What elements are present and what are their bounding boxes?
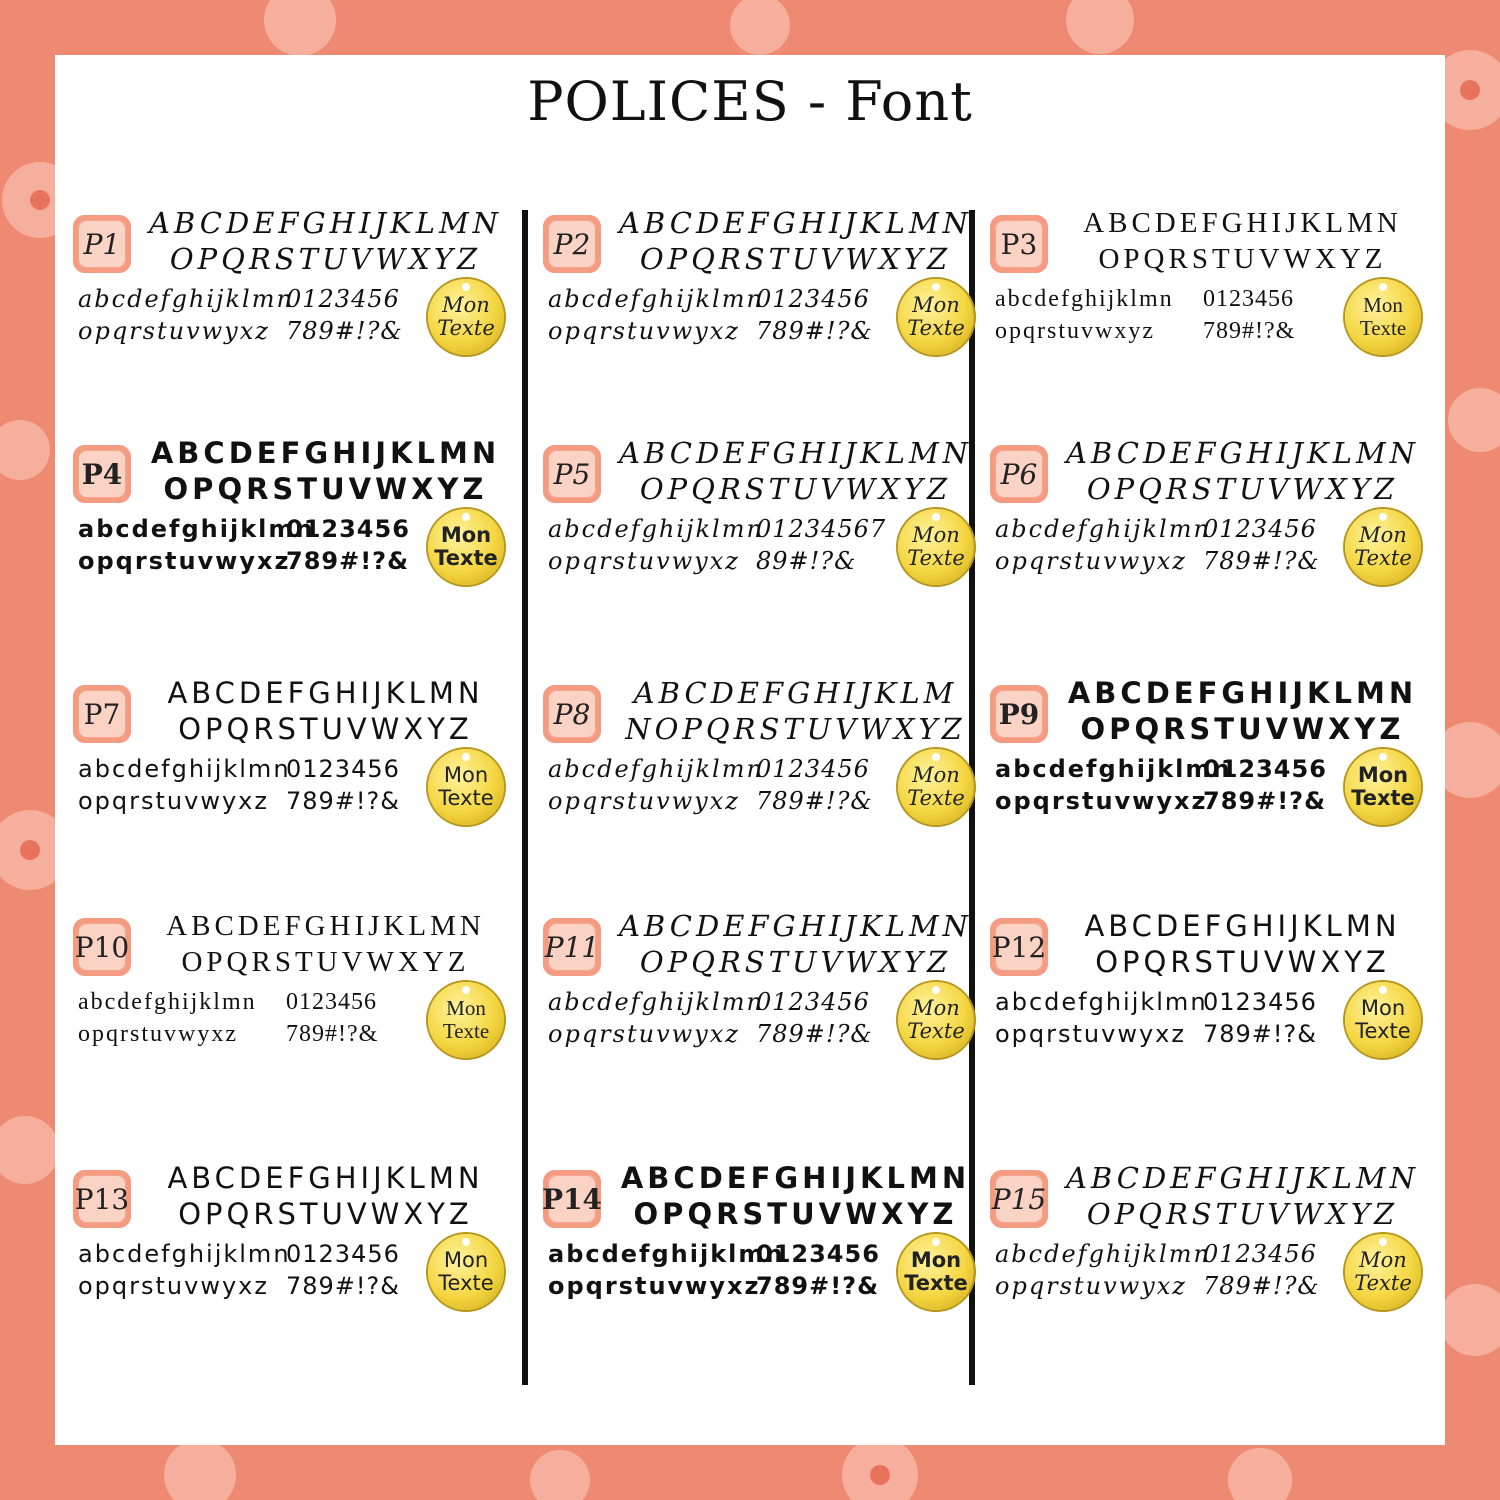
coin-text: Mon (442, 293, 490, 317)
lowercase-line: opqrstuvwyxz (78, 547, 291, 575)
uppercase-line: OPQRSTUVWXYZ (1080, 712, 1405, 746)
uppercase-line: OPQRSTUVWXYZ (181, 946, 470, 978)
lowercase-sample (548, 753, 764, 817)
coin-text: Texte (442, 1019, 490, 1043)
font-option-p11 (528, 898, 978, 1128)
gold-coin-preview (1345, 1234, 1421, 1310)
coin-text: Mon (910, 1248, 962, 1272)
lowercase-line: abcdefghijklmn (78, 989, 257, 1015)
digits-sample (286, 986, 378, 1050)
font-label: P7 (79, 691, 125, 737)
digits-line: 0123456 (1203, 1240, 1317, 1268)
font-label: P6 (996, 451, 1042, 497)
digits-line: 0123456 (1203, 755, 1327, 783)
uppercase-line: ABCDEFGHIJKLMN (620, 1161, 971, 1195)
coin-text: Mon (912, 523, 960, 547)
lowercase-line: abcdefghijklmn (548, 1240, 785, 1268)
lowercase-line: opqrstuvwyxz (548, 317, 740, 345)
font-label: P14 (549, 1176, 595, 1222)
coin-text: Texte (904, 1271, 968, 1295)
lowercase-line: abcdefghijklmn (548, 988, 764, 1016)
digits-line: 789#!?& (286, 787, 400, 815)
digits-sample (1203, 513, 1320, 577)
gold-coin-preview (1345, 982, 1421, 1058)
font-label: P13 (79, 1176, 125, 1222)
uppercase-line: OPQRSTUVWXYZ (1095, 945, 1390, 979)
lowercase-sample (78, 753, 291, 817)
digits-line: 789#!?& (286, 1272, 400, 1300)
coin-text: Texte (907, 1019, 965, 1043)
lowercase-line: opqrstuvwyxz (995, 1272, 1187, 1300)
lowercase-line: opqrstuvwyxz (995, 547, 1187, 575)
digits-sample (286, 283, 403, 347)
digits-line: 789#!?& (756, 1272, 880, 1300)
digits-sample (286, 753, 400, 817)
font-label-badge (543, 1170, 601, 1228)
coin-text: Mon (1363, 293, 1403, 317)
font-option-p7 (58, 665, 508, 895)
uppercase-line: OPQRSTUVWXYZ (633, 1197, 958, 1231)
coin-text: Mon (1359, 523, 1407, 547)
uppercase-line: ABCDEFGHIJKLM (633, 676, 958, 710)
gold-coin-preview (1345, 279, 1421, 355)
uppercase-line: OPQRSTUVWXYZ (1098, 243, 1387, 275)
lowercase-line: opqrstuvwyxz (995, 1020, 1186, 1048)
uppercase-sample (1060, 435, 1425, 507)
digits-sample (756, 1238, 880, 1302)
coin-text: Mon (1359, 1248, 1407, 1272)
uppercase-sample (613, 908, 978, 980)
uppercase-sample (143, 205, 508, 277)
lowercase-line: abcdefghijklmn (995, 988, 1208, 1016)
font-label: P2 (549, 221, 595, 267)
digits-sample (756, 986, 873, 1050)
lowercase-line: abcdefghijklmn (995, 755, 1232, 783)
coin-text: Texte (1359, 316, 1407, 340)
coin-text: Texte (1354, 1271, 1412, 1295)
uppercase-line: ABCDEFGHIJKLMN (167, 676, 484, 710)
uppercase-sample (613, 1160, 978, 1232)
gold-coin-preview (428, 982, 504, 1058)
digits-line: 0123456 (286, 1240, 400, 1268)
font-label: P3 (996, 221, 1042, 267)
digits-line: 01234567 (756, 515, 887, 543)
lowercase-sample (548, 1238, 785, 1302)
digits-sample (1203, 1238, 1320, 1302)
digits-line: 789#!?& (286, 547, 410, 575)
digits-line: 789#!?& (286, 1021, 379, 1047)
digits-line: 0123456 (286, 755, 400, 783)
lowercase-sample (78, 283, 294, 347)
coin-text: Texte (1354, 546, 1412, 570)
uppercase-line: OPQRSTUVWXYZ (639, 945, 952, 979)
lowercase-sample (995, 513, 1211, 577)
digits-line: 789#!?& (756, 1020, 873, 1048)
font-option-p3 (975, 195, 1425, 425)
font-label-badge (73, 918, 131, 976)
digits-line: 0123456 (286, 989, 377, 1015)
digits-line: 789#!?& (756, 317, 873, 345)
digits-sample (1203, 283, 1295, 347)
lowercase-line: abcdefghijklmn (78, 755, 291, 783)
coin-text: Texte (438, 786, 494, 810)
coin-text: Mon (1357, 763, 1409, 787)
font-label: P9 (996, 691, 1042, 737)
uppercase-line: ABCDEFGHIJKLMN (166, 910, 485, 942)
digits-sample (756, 283, 873, 347)
lowercase-line: opqrstuvwyxz (78, 1021, 238, 1047)
font-label-badge (990, 918, 1048, 976)
uppercase-sample (613, 435, 978, 507)
uppercase-line: OPQRSTUVWXYZ (178, 712, 473, 746)
lowercase-line: abcdefghijklmn (548, 755, 764, 783)
digits-sample (286, 1238, 400, 1302)
font-label: P8 (549, 691, 595, 737)
lowercase-line: opqrstuvwyxz (995, 787, 1208, 815)
uppercase-line: NOPQRSTUVWXYZ (625, 712, 966, 746)
lowercase-line: abcdefghijklmn (78, 1240, 291, 1268)
uppercase-line: ABCDEFGHIJKLMN (148, 206, 503, 240)
coin-text: Texte (907, 316, 965, 340)
font-label: P1 (79, 221, 125, 267)
font-label: P4 (79, 451, 125, 497)
coin-text: Mon (912, 763, 960, 787)
uppercase-sample (143, 1160, 508, 1232)
lowercase-sample (995, 283, 1174, 347)
coin-text: Texte (437, 316, 495, 340)
lowercase-line: opqrstuvwxyz (995, 318, 1155, 344)
gold-coin-preview (898, 982, 974, 1058)
lowercase-line: abcdefghijklmn (995, 1240, 1211, 1268)
lowercase-line: abcdefghijklmn (995, 286, 1174, 312)
digits-line: 789#!?& (1203, 787, 1327, 815)
page-title: POLICES - Font (527, 70, 973, 133)
uppercase-line: OPQRSTUVWXYZ (639, 242, 952, 276)
lowercase-line: abcdefghijklmn (78, 515, 315, 543)
digits-line: 0123456 (756, 755, 870, 783)
font-label: P15 (996, 1176, 1042, 1222)
coin-text: Texte (438, 1271, 494, 1295)
uppercase-sample (143, 435, 508, 507)
lowercase-line: opqrstuvwyxz (548, 1272, 761, 1300)
font-option-p12 (975, 898, 1425, 1128)
digits-line: 789#!?& (1203, 1272, 1320, 1300)
font-option-p4 (58, 425, 508, 655)
font-label-badge (73, 215, 131, 273)
coin-text: Mon (912, 996, 960, 1020)
uppercase-sample (613, 675, 978, 747)
lowercase-sample (78, 986, 257, 1050)
font-label-badge (543, 685, 601, 743)
digits-line: 789#!?& (756, 787, 873, 815)
coin-text: Mon (440, 523, 492, 547)
uppercase-sample (613, 205, 978, 277)
uppercase-sample (1060, 205, 1425, 277)
uppercase-sample (1060, 1160, 1425, 1232)
coin-text: Texte (1351, 786, 1415, 810)
uppercase-line: ABCDEFGHIJKLMN (167, 1161, 484, 1195)
lowercase-line: opqrstuvwyxz (548, 787, 740, 815)
lowercase-sample (548, 283, 764, 347)
uppercase-line: ABCDEFGHIJKLMN (1065, 436, 1420, 470)
lowercase-line: opqrstuvwyxz (78, 1272, 269, 1300)
font-label-badge (543, 918, 601, 976)
digits-line: 789#!?& (1203, 547, 1320, 575)
digits-line: 789#!?& (1203, 1020, 1317, 1048)
uppercase-line: OPQRSTUVWXYZ (163, 472, 488, 506)
font-option-p2 (528, 195, 978, 425)
gold-coin-preview (1345, 749, 1421, 825)
digits-sample (756, 513, 886, 577)
lowercase-sample (995, 753, 1232, 817)
font-label-badge (73, 445, 131, 503)
uppercase-line: ABCDEFGHIJKLMN (1083, 207, 1402, 239)
uppercase-sample (1060, 675, 1425, 747)
coin-text: Mon (1360, 996, 1406, 1020)
uppercase-line: ABCDEFGHIJKLMN (618, 436, 973, 470)
gold-coin-preview (428, 279, 504, 355)
font-label-badge (543, 215, 601, 273)
uppercase-line: ABCDEFGHIJKLMN (1065, 1161, 1420, 1195)
digits-line: 789#!?& (1203, 318, 1296, 344)
lowercase-sample (995, 986, 1208, 1050)
lowercase-sample (548, 513, 764, 577)
digits-line: 0123456 (1203, 515, 1317, 543)
coin-text: Texte (1355, 1019, 1411, 1043)
lowercase-line: opqrstuvwyxz (548, 1020, 740, 1048)
uppercase-line: ABCDEFGHIJKLMN (618, 206, 973, 240)
uppercase-sample (143, 675, 508, 747)
lowercase-sample (78, 1238, 291, 1302)
digits-sample (1203, 753, 1327, 817)
uppercase-line: ABCDEFGHIJKLMN (150, 436, 501, 470)
uppercase-sample (143, 908, 508, 980)
font-label-badge (990, 1170, 1048, 1228)
digits-line: 0123456 (756, 988, 870, 1016)
gold-coin-preview (898, 1234, 974, 1310)
gold-coin-preview (898, 749, 974, 825)
gold-coin-preview (898, 509, 974, 585)
lowercase-line: opqrstuvwyxz (78, 787, 269, 815)
uppercase-line: OPQRSTUVWXYZ (639, 472, 952, 506)
lowercase-sample (78, 513, 315, 577)
lowercase-sample (548, 986, 764, 1050)
digits-sample (756, 753, 873, 817)
font-label-badge (543, 445, 601, 503)
font-label: P12 (996, 924, 1042, 970)
uppercase-line: ABCDEFGHIJKLMN (1067, 676, 1418, 710)
font-label-badge (73, 1170, 131, 1228)
digits-line: 0123456 (1203, 286, 1294, 312)
coin-text: Mon (443, 1248, 489, 1272)
font-option-p10 (58, 898, 508, 1128)
uppercase-line: OPQRSTUVWXYZ (169, 242, 482, 276)
font-option-p8 (528, 665, 978, 895)
font-label: P5 (549, 451, 595, 497)
uppercase-line: OPQRSTUVWXYZ (1086, 1197, 1399, 1231)
digits-line: 0123456 (1203, 988, 1317, 1016)
coin-text: Mon (912, 293, 960, 317)
font-label: P11 (549, 924, 595, 970)
lowercase-line: opqrstuvwyxz (78, 317, 270, 345)
digits-line: 0123456 (756, 285, 870, 313)
digits-line: 0123456 (286, 515, 410, 543)
font-option-p1 (58, 195, 508, 425)
font-label-badge (990, 215, 1048, 273)
digits-sample (286, 513, 410, 577)
gold-coin-preview (898, 279, 974, 355)
font-option-p9 (975, 665, 1425, 895)
coin-text: Mon (446, 996, 486, 1020)
coin-text: Texte (434, 546, 498, 570)
digits-line: 0123456 (286, 285, 400, 313)
lowercase-line: abcdefghijklmn (995, 515, 1211, 543)
font-label-badge (73, 685, 131, 743)
font-option-p13 (58, 1150, 508, 1380)
font-label-badge (990, 445, 1048, 503)
font-label: P10 (79, 924, 125, 970)
lowercase-line: abcdefghijklmn (78, 285, 294, 313)
gold-coin-preview (428, 749, 504, 825)
coin-text: Texte (907, 786, 965, 810)
lowercase-line: opqrstuvwyxz (548, 547, 740, 575)
gold-coin-preview (428, 509, 504, 585)
digits-sample (1203, 986, 1317, 1050)
lowercase-line: abcdefghijklmn (548, 515, 764, 543)
gold-coin-preview (428, 1234, 504, 1310)
digits-line: 0123456 (756, 1240, 880, 1268)
lowercase-line: abcdefghijklmn (548, 285, 764, 313)
lowercase-sample (995, 1238, 1211, 1302)
uppercase-sample (1060, 908, 1425, 980)
uppercase-line: OPQRSTUVWXYZ (178, 1197, 473, 1231)
font-option-p5 (528, 425, 978, 655)
coin-text: Mon (443, 763, 489, 787)
digits-line: 789#!?& (286, 317, 403, 345)
font-option-p6 (975, 425, 1425, 655)
uppercase-line: OPQRSTUVWXYZ (1086, 472, 1399, 506)
coin-text: Texte (907, 546, 965, 570)
font-label-badge (990, 685, 1048, 743)
digits-line: 89#!?& (756, 547, 857, 575)
uppercase-line: ABCDEFGHIJKLMN (618, 909, 973, 943)
font-option-p15 (975, 1150, 1425, 1380)
uppercase-line: ABCDEFGHIJKLMN (1084, 909, 1401, 943)
font-option-p14 (528, 1150, 978, 1380)
gold-coin-preview (1345, 509, 1421, 585)
